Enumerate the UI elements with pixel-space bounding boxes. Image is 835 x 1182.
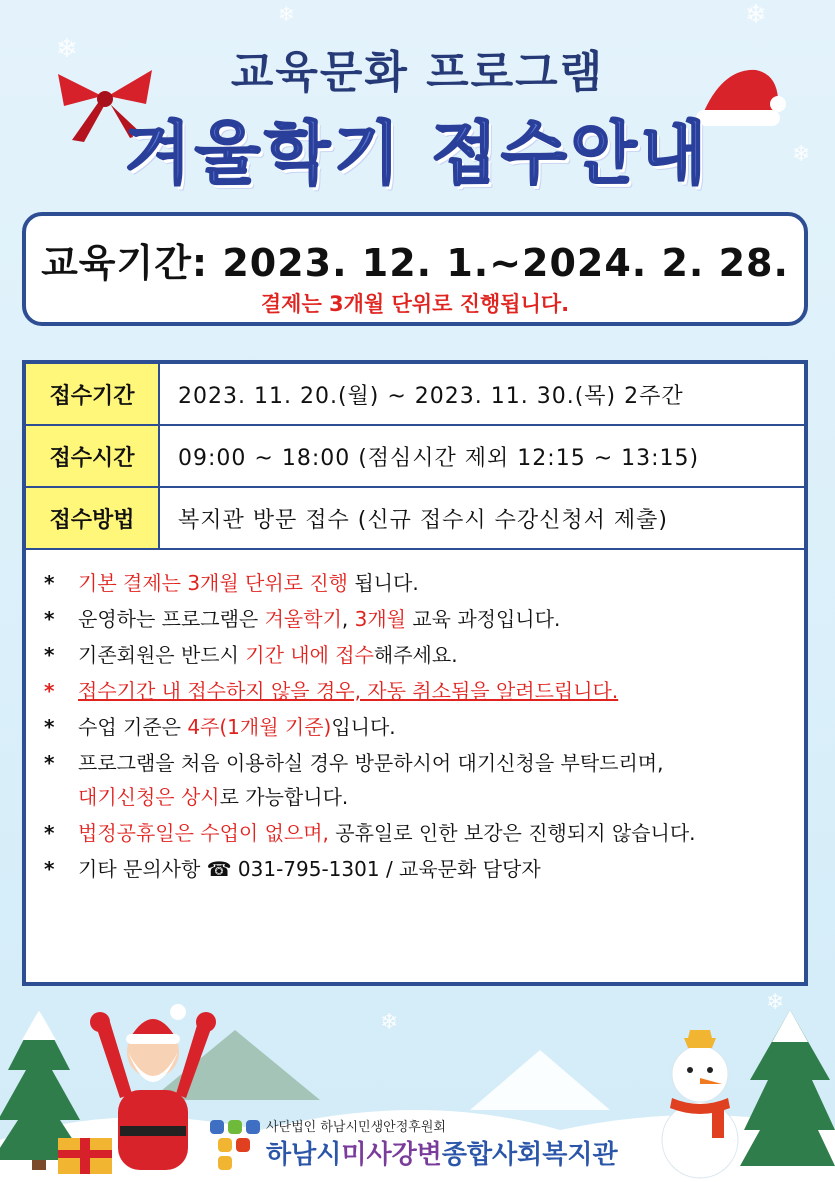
highlight-text: 겨울학기 [264, 607, 342, 631]
bullet-star: * [44, 571, 55, 595]
notice-list [44, 570, 804, 892]
list-item [44, 750, 804, 810]
page-headline: 겨울학기 접수안내 [124, 115, 711, 194]
list-item [44, 856, 804, 882]
list-item [44, 570, 804, 596]
row-value: 09:00 ~ 18:00 (점심시간 제외 12:15 ~ 13:15) [178, 445, 700, 471]
list-item [44, 820, 804, 846]
list-item [44, 714, 804, 740]
org-name-part: 하남시 [266, 1140, 342, 1170]
bullet-star: * [44, 821, 55, 845]
row-label: 접수방법 [26, 488, 160, 548]
contact-text: 기타 문의사항 ☎ 031-795-1301 / 교육문화 담당자 [78, 857, 541, 881]
snowflake-icon: ❄ [792, 142, 811, 167]
note-text: 공휴일로 인한 보강은 진행되지 않습니다. [328, 821, 696, 845]
highlight-text: 3개월 [354, 607, 406, 631]
note-text: 기존회원은 반드시 [78, 643, 246, 667]
welfare-center-logo-icon [210, 1120, 260, 1170]
bullet-star: * [44, 643, 55, 667]
education-period-box [22, 212, 808, 326]
table-row [26, 488, 804, 550]
organization-logo [210, 1116, 630, 1172]
table-row [26, 364, 804, 426]
note-text: 프로그램을 처음 이용하실 경우 방문하시어 대기신청을 부탁드리며, [78, 751, 664, 775]
gift-icon [58, 1138, 112, 1174]
org-name-highlight: 미사강변 [341, 1140, 442, 1170]
note-text: 수업 기준은 [78, 715, 188, 739]
payment-note: 결제는 3개월 단위로 진행됩니다. [260, 292, 570, 316]
bullet-star: * [44, 679, 55, 703]
highlight-text: 법정공휴일은 수업이 없으며, [78, 821, 329, 845]
page-title: 교육문화 프로그램 [230, 47, 605, 98]
note-text-line2 [78, 784, 804, 810]
snowflake-icon: ❄ [278, 2, 295, 26]
bullet-star: * [44, 751, 55, 775]
table-row [26, 426, 804, 488]
snowflake-icon: ❄ [745, 0, 767, 30]
bullet-star: * [44, 715, 55, 739]
highlight-text: 4주(1개월 기준) [187, 715, 332, 739]
snowman-icon [662, 1030, 738, 1178]
note-text: 해주세요. [373, 643, 458, 667]
note-text: 됩니다. [348, 571, 419, 595]
list-item [44, 678, 804, 704]
highlight-text: 대기신청은 상시 [78, 785, 220, 809]
row-label: 접수기간 [26, 364, 160, 424]
bullet-star: * [44, 857, 55, 881]
row-label: 접수시간 [26, 426, 160, 486]
organization-parent: 사단법인 하남시민생안정후원회 [266, 1120, 446, 1135]
row-value: 복지관 방문 접수 (신규 접수시 수강신청서 제출) [178, 507, 668, 533]
note-text: 로 가능합니다. [219, 785, 349, 809]
org-name-part: 종합사회복지관 [441, 1140, 618, 1170]
highlight-text: 기본 결제는 3개월 단위로 진행 [78, 571, 348, 595]
highlight-text: 기간 내에 접수 [245, 643, 374, 667]
snowflake-icon: ❄ [380, 1010, 399, 1035]
row-value: 2023. 11. 20.(월) ~ 2023. 11. 30.(목) 2주간 [178, 383, 684, 409]
snowflake-icon: ❄ [56, 34, 78, 64]
education-period: 교육기간: 2023. 12. 1.~2024. 2. 28. [41, 241, 789, 285]
note-text: 입니다. [331, 715, 396, 739]
note-text: , [341, 607, 355, 631]
registration-info-table [22, 360, 808, 986]
warning-text: 접수기간 내 접수하지 않을 경우, 자동 취소됨을 알려드립니다. [78, 679, 619, 703]
bullet-star: * [44, 607, 55, 631]
list-item [44, 642, 804, 668]
list-item [44, 606, 804, 632]
note-text: 운영하는 프로그램은 [78, 607, 265, 631]
note-text: 교육 과정입니다. [405, 607, 561, 631]
snowflake-icon: ❄ [766, 990, 785, 1015]
organization-name [266, 1134, 618, 1171]
tree-icon [740, 1010, 835, 1166]
